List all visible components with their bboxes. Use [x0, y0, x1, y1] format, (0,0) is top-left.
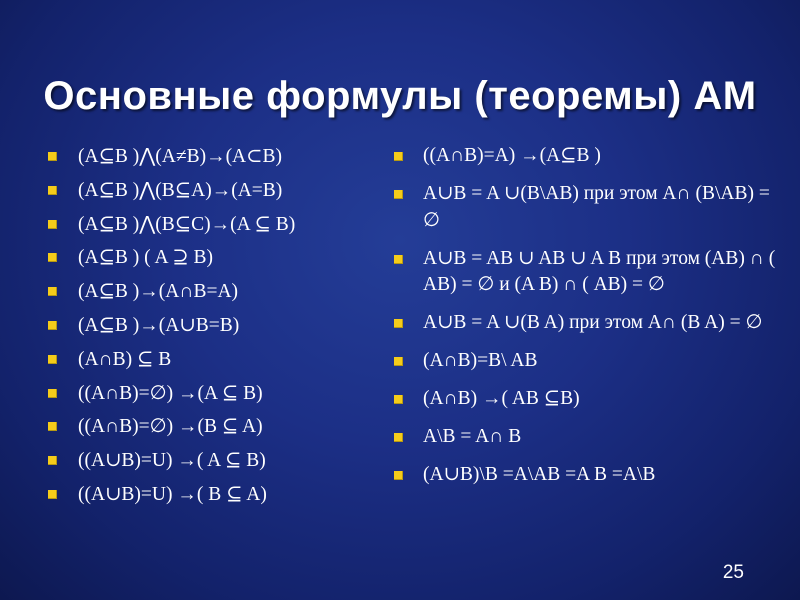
square-bullet-icon [394, 190, 403, 199]
square-bullet-icon [48, 456, 57, 465]
square-bullet-icon [394, 255, 403, 264]
list-item [42, 143, 387, 171]
page-number: 25 [722, 562, 744, 583]
square-bullet-icon [394, 152, 403, 161]
list-item [393, 181, 778, 234]
formula-text: (A⊆B )→(A∪B=B) [78, 314, 240, 336]
square-bullet-icon [394, 433, 403, 442]
square-bullet-icon [48, 490, 57, 499]
square-bullet-icon [48, 186, 57, 195]
list-item [393, 348, 778, 375]
formula-text: (A⊆B )⋀(B⊆A)→(A=B) [78, 179, 283, 201]
square-bullet-icon [394, 357, 403, 366]
formula-text: (A∩B)=B\ AB [423, 350, 538, 371]
square-bullet-icon [48, 220, 57, 229]
list-item [393, 143, 778, 170]
slide-title: Основные формулы (теоремы) АМ [43, 74, 757, 118]
formula-text: (A∩B) →( AB ⊆B) [423, 388, 580, 409]
square-bullet-icon [48, 355, 57, 364]
formula-text: (A⊆B )⋀(B⊆C)→(A ⊆ B) [78, 213, 296, 235]
list-item [42, 211, 387, 239]
square-bullet-icon [48, 422, 57, 431]
left-formula-list [42, 143, 387, 515]
formula-text: (A∪B)\B =A\AB =A B =A\B [423, 464, 656, 485]
formula-text: A∪B = A ∪(B A) при этом A∩ (B A) = ∅ [423, 312, 763, 333]
list-item [42, 346, 387, 374]
list-item [42, 413, 387, 441]
list-item [42, 380, 387, 408]
square-bullet-icon [394, 319, 403, 328]
formula-text: ((A∩B)=∅) →(A ⊆ B) [78, 382, 263, 404]
list-item [393, 462, 778, 489]
square-bullet-icon [48, 152, 57, 161]
square-bullet-icon [394, 471, 403, 480]
list-item [393, 310, 778, 337]
square-bullet-icon [48, 321, 57, 330]
formula-text: A∪B = AB ∪ AB ∪ A B при этом (AB) ∩ ( AB) = ∅ и (A B) ∩ ( AB) = ∅ [423, 247, 776, 295]
square-bullet-icon [394, 395, 403, 404]
square-bullet-icon [48, 389, 57, 398]
list-item [42, 312, 387, 340]
list-item [42, 177, 387, 205]
formula-text: ((A∪B)=U) →( A ⊆ B) [78, 450, 266, 472]
list-item [393, 386, 778, 413]
formula-text: (A⊆B ) ( A ⊇ B) [78, 247, 214, 269]
list-item [393, 246, 778, 299]
formula-text: A\B = A∩ B [423, 426, 522, 447]
formula-text: ((A∪B)=U) →( B ⊆ A) [78, 483, 267, 505]
list-item [393, 424, 778, 451]
list-item [42, 244, 387, 272]
formula-text: (A∩B) ⊆ B [78, 348, 172, 370]
right-formula-list [393, 143, 778, 500]
list-item [42, 278, 387, 306]
formula-text: (A⊆B )⋀(A≠B)→(A⊂B) [78, 146, 282, 167]
formula-text: ((A∩B)=A) →(A⊆B ) [423, 145, 601, 166]
square-bullet-icon [48, 253, 57, 262]
list-item [42, 481, 387, 509]
formula-text: (A⊆B )→(A∩B=A) [78, 281, 239, 303]
list-item [42, 447, 387, 475]
square-bullet-icon [48, 287, 57, 296]
formula-text: A∪B = A ∪(B\AB) при этом A∩ (B\AB) = ∅ [423, 183, 770, 231]
formula-text: ((A∩B)=∅) →(B ⊆ A) [78, 416, 263, 438]
